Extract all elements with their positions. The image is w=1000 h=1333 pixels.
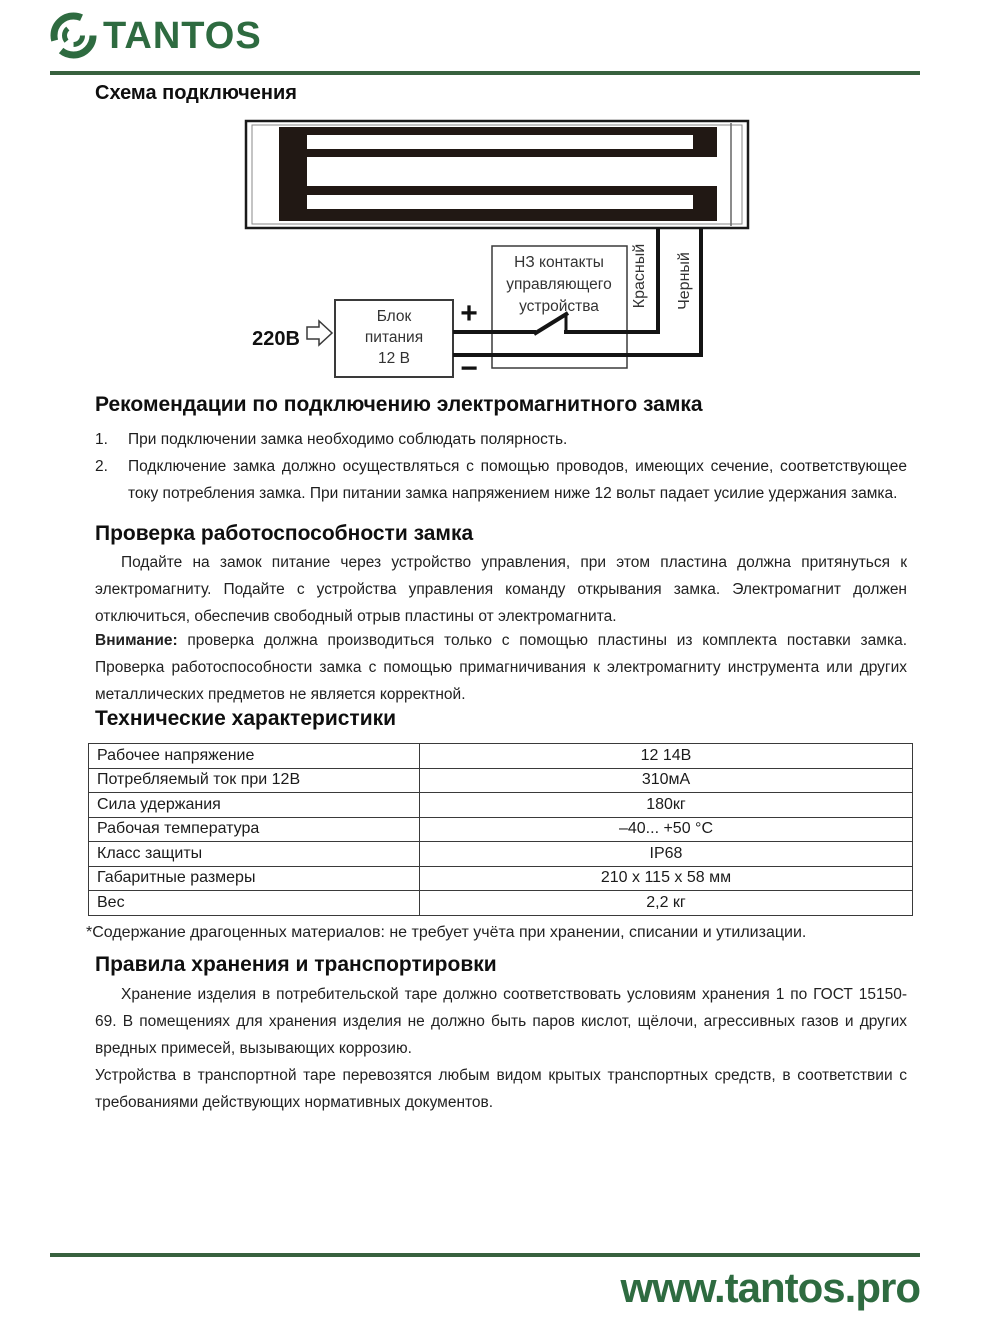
psu-label-line2: питания bbox=[364, 329, 424, 346]
check-title: Проверка работоспособности замка bbox=[95, 522, 474, 545]
table-row bbox=[89, 891, 913, 916]
footer-divider bbox=[50, 1253, 920, 1257]
spec-value: 310мА bbox=[420, 768, 913, 793]
maglock-slot-top bbox=[307, 135, 693, 149]
spec-name: Вес bbox=[89, 891, 420, 916]
precious-materials-note: *Содержание драгоценных материалов: не требует учёта при хранении, списании и утилизации. bbox=[86, 924, 807, 941]
list-item bbox=[95, 453, 907, 507]
storage-title: Правила хранения и транспортировки bbox=[95, 953, 497, 976]
minus-sign: − bbox=[460, 352, 478, 385]
list-item-number: 2. bbox=[95, 458, 108, 475]
nc-label-line2: управляющего bbox=[506, 276, 612, 293]
brand-logo bbox=[50, 12, 262, 59]
header-divider bbox=[50, 71, 920, 75]
list-item-number: 1. bbox=[95, 431, 108, 448]
table-row bbox=[89, 793, 913, 818]
warning-text: проверка должна производиться только с помощью пластины из комплекта поставки замка. Проверка работоспособности замка с помощью примагничивания к электромагниту инструмента или других металлических предметов не является корректной. bbox=[95, 632, 907, 703]
brand-name: TANTOS bbox=[103, 14, 262, 57]
recommendations-list bbox=[95, 426, 907, 507]
nc-label-line1: НЗ контакты bbox=[514, 254, 604, 271]
spec-name: Габаритные размеры bbox=[89, 866, 420, 891]
mains-arrow-icon bbox=[307, 321, 332, 345]
maglock-slot-middle bbox=[307, 157, 717, 186]
psu-label-line3: 12 В bbox=[378, 350, 410, 367]
mains-voltage-label: 220В bbox=[252, 328, 300, 350]
nc-label-line3: устройства bbox=[519, 298, 599, 315]
spec-value: 210 х 115 х 58 мм bbox=[420, 866, 913, 891]
table-row bbox=[89, 842, 913, 867]
psu-box bbox=[335, 300, 453, 377]
warning-label: Внимание: bbox=[95, 632, 178, 649]
spec-value: 12 14В bbox=[420, 744, 913, 769]
spec-name: Рабочее напряжение bbox=[89, 744, 420, 769]
table-row bbox=[89, 817, 913, 842]
check-paragraph: Подайте на замок питание через устройство управления, при этом пластина должна притянуться к электромагниту. Подайте с устройства управления команду открывания замка. Электромагнит должен отключиться, обеспечив свободный отрыв пластины от электромагнита. bbox=[95, 554, 907, 625]
specs-table bbox=[88, 743, 913, 916]
list-item bbox=[95, 426, 907, 453]
psu-label-line1: Блок bbox=[376, 308, 412, 325]
spec-name: Рабочая температура bbox=[89, 817, 420, 842]
wiring-diagram bbox=[0, 110, 1000, 402]
scheme-title: Схема подключения bbox=[95, 82, 297, 104]
list-item-text: Подключение замка должно осуществляться с помощью проводов, имеющих сечение, соответствующее току потребления замка. При питании замка напряжением ниже 12 вольт падает усилие удержания замка. bbox=[128, 458, 907, 502]
website-url: www.tantos.pro bbox=[620, 1264, 920, 1311]
maglock-drawing bbox=[246, 121, 748, 228]
spec-value: IP68 bbox=[420, 842, 913, 867]
storage-paragraph-1: Хранение изделия в потребительской таре должно соответствовать условиям хранения 1 по ГОСТ 15150-69. В помещениях для хранения изделия не должно быть паров кислот, щёлочи, агрессивных газов и других вредных примесей, вызывающих коррозию. bbox=[95, 986, 907, 1057]
plus-sign: + bbox=[460, 297, 478, 330]
table-row bbox=[89, 744, 913, 769]
spec-value: –40... +50 °С bbox=[420, 817, 913, 842]
spec-name: Потребляемый ток при 12В bbox=[89, 768, 420, 793]
spec-value: 2,2 кг bbox=[420, 891, 913, 916]
tantos-ring-icon bbox=[50, 12, 97, 59]
red-wire-label: Красный bbox=[631, 243, 648, 309]
table-row bbox=[89, 768, 913, 793]
spec-value: 180кг bbox=[420, 793, 913, 818]
spec-name: Класс защиты bbox=[89, 842, 420, 867]
nc-contacts-box bbox=[492, 246, 627, 368]
maglock-slot-bottom bbox=[307, 195, 693, 209]
warning-paragraph bbox=[95, 627, 907, 708]
storage-paragraph-2: Устройства в транспортной таре перевозятся любым видом крытых транспортных средств, в соответствии с требованиями действующих нормативных документов. bbox=[95, 1067, 907, 1111]
spec-name: Сила удержания bbox=[89, 793, 420, 818]
recommendations-title: Рекомендации по подключению электромагнитного замка bbox=[95, 393, 703, 416]
specs-title: Технические характеристики bbox=[95, 707, 397, 730]
list-item-text: При подключении замка необходимо соблюдать полярность. bbox=[128, 431, 568, 448]
black-wire-label: Черный bbox=[676, 252, 693, 310]
table-row bbox=[89, 866, 913, 891]
